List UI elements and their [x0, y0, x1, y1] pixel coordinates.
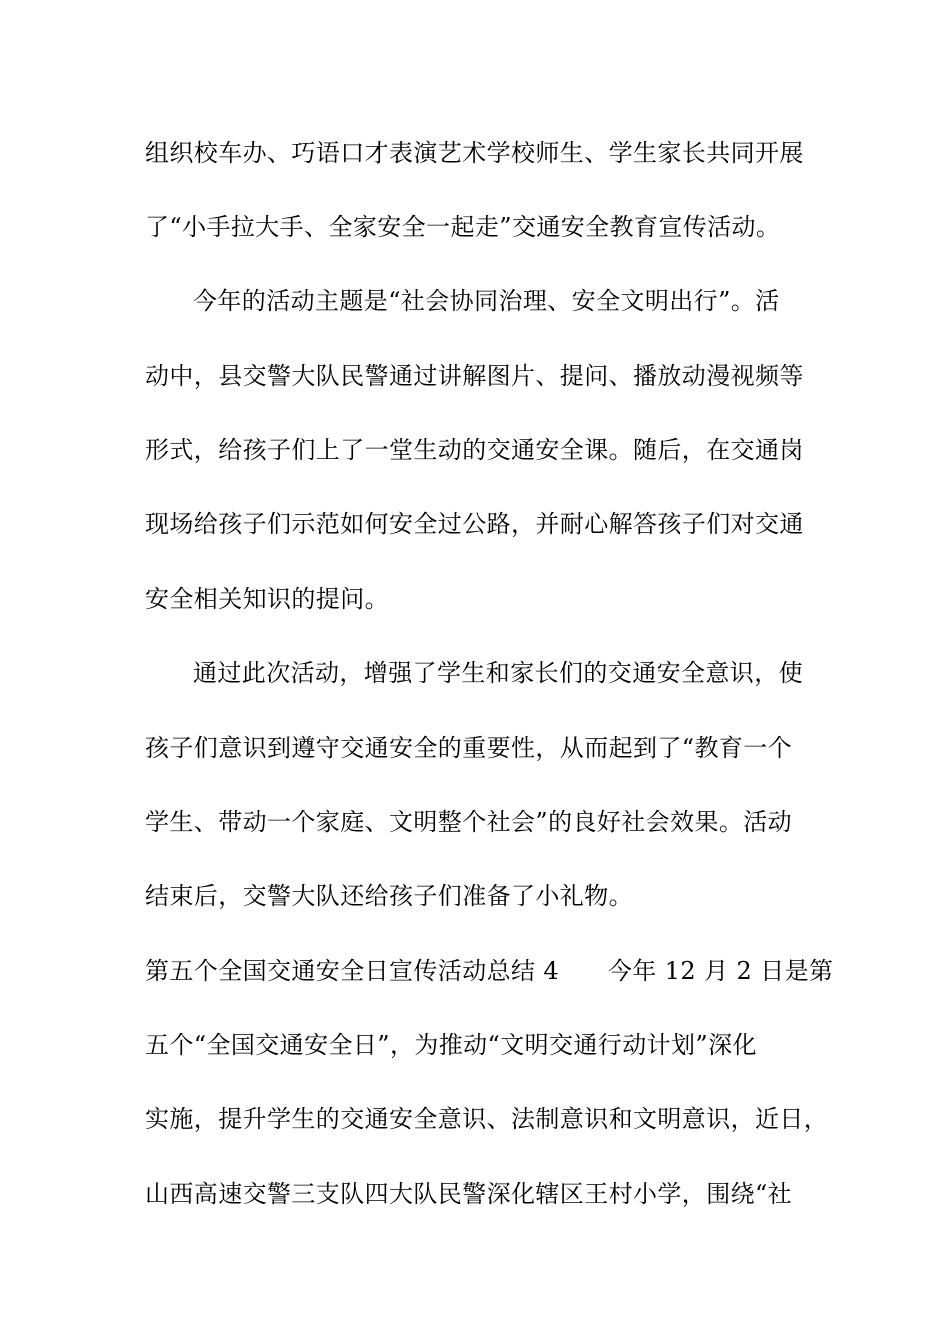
paragraph-line-11: 结束后，交警大队还给孩子们准备了小礼物。 — [145, 882, 633, 910]
paragraph-line-14: 实施，提升学生的交通安全意识、法制意识和文明意识，近日， — [145, 1105, 829, 1133]
heading-line: 第五个全国交通安全日宣传活动总结 4 今年 12 月 2 日是第 — [145, 957, 834, 985]
paragraph-line-3: 今年的活动主题是“社会协同治理、安全文明出行”。活 — [193, 287, 780, 315]
paragraph-line-6: 现场给孩子们示范如何安全过公路，并耐心解答孩子们对交通 — [145, 510, 804, 538]
paragraph-line-15: 山西高速交警三支队四大队民警深化辖区王村小学，围绕“社 — [145, 1180, 793, 1208]
paragraph-line-4: 动中，县交警大队民警通过讲解图片、提问、播放动漫视频等 — [145, 362, 804, 390]
paragraph-line-5: 形式，给孩子们上了一堂生动的交通安全课。随后，在交通岗 — [145, 436, 804, 464]
paragraph-line-7: 安全相关知识的提问。 — [145, 585, 389, 613]
paragraph-line-9: 孩子们意识到遵守交通安全的重要性，从而起到了“教育一个 — [145, 734, 793, 762]
paragraph-line-8: 通过此次活动，增强了学生和家长们的交通安全意识，使 — [193, 659, 803, 687]
paragraph-line-2: 了“小手拉大手、全家安全一起走”交通安全教育宣传活动。 — [145, 213, 781, 241]
paragraph-line-1: 组织校车办、巧语口才表演艺术学校师生、学生家长共同开展 — [145, 139, 804, 167]
paragraph-line-13: 五个“全国交通安全日”，为推动“文明交通行动计划”深化 — [145, 1031, 757, 1059]
paragraph-line-10: 学生、带动一个家庭、文明整个社会”的良好社会效果。活动 — [145, 808, 793, 836]
